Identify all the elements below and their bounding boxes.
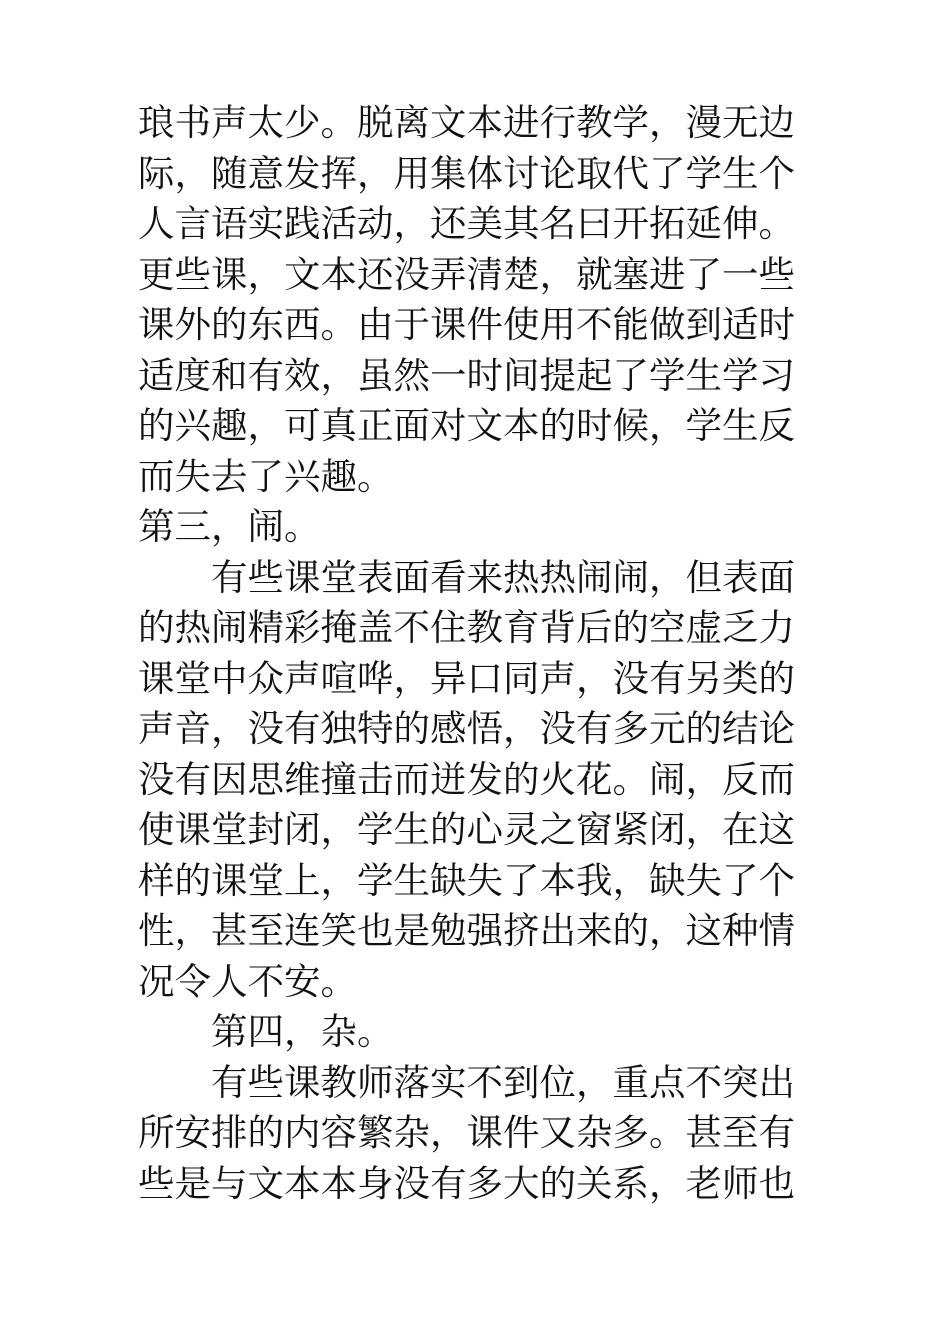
- text-line: 所安排的内容繁杂，课件又杂多。甚至有: [138, 1111, 795, 1154]
- text-line: 声音，没有独特的感悟，没有多元的结论: [138, 707, 795, 750]
- text-line: 的兴趣，可真正面对文本的时候，学生反: [138, 404, 795, 447]
- text-line: 的热闹精彩掩盖不住教育背后的空虚乏力: [138, 606, 795, 649]
- text-line: 第三，闹。: [138, 505, 321, 548]
- text-line: 使课堂封闭，学生的心灵之窗紧闭，在这: [138, 808, 795, 851]
- text-line: 琅书声太少。脱离文本进行教学，漫无边: [138, 101, 795, 144]
- text-line: 没有因思维撞击而迸发的火花。闹，反而: [138, 757, 795, 801]
- text-line: 样的课堂上，学生缺失了本我，缺失了个: [138, 858, 795, 902]
- text-line: 课外的东西。由于课件使用不能做到适时: [138, 303, 795, 346]
- text-line: 有些课堂表面看来热热闹闹，但表面: [211, 555, 795, 599]
- text-line: 些是与文本本身没有多大的关系，老师也: [138, 1161, 795, 1205]
- text-line: 课堂中众声喧哗，异口同声，没有另类的: [138, 656, 795, 700]
- text-line: 有些课教师落实不到位，重点不突出: [211, 1060, 795, 1104]
- text-line: 性，甚至连笑也是勉强挤出来的，这种情: [138, 909, 795, 952]
- text-line: 际，随意发挥，用集体讨论取代了学生个: [138, 151, 795, 195]
- text-line: 而失去了兴趣。: [138, 454, 394, 498]
- text-line: 第四，杂。: [211, 1010, 394, 1053]
- text-line: 况令人不安。: [138, 959, 357, 1003]
- text-line: 人言语实践活动，还美其名曰开拓延伸。: [138, 202, 795, 245]
- text-line: 适度和有效，虽然一时间提起了学生学习: [138, 353, 795, 397]
- text-line: 更些课，文本还没弄清楚，就塞进了一些: [138, 252, 795, 296]
- document-body: [138, 98, 828, 1209]
